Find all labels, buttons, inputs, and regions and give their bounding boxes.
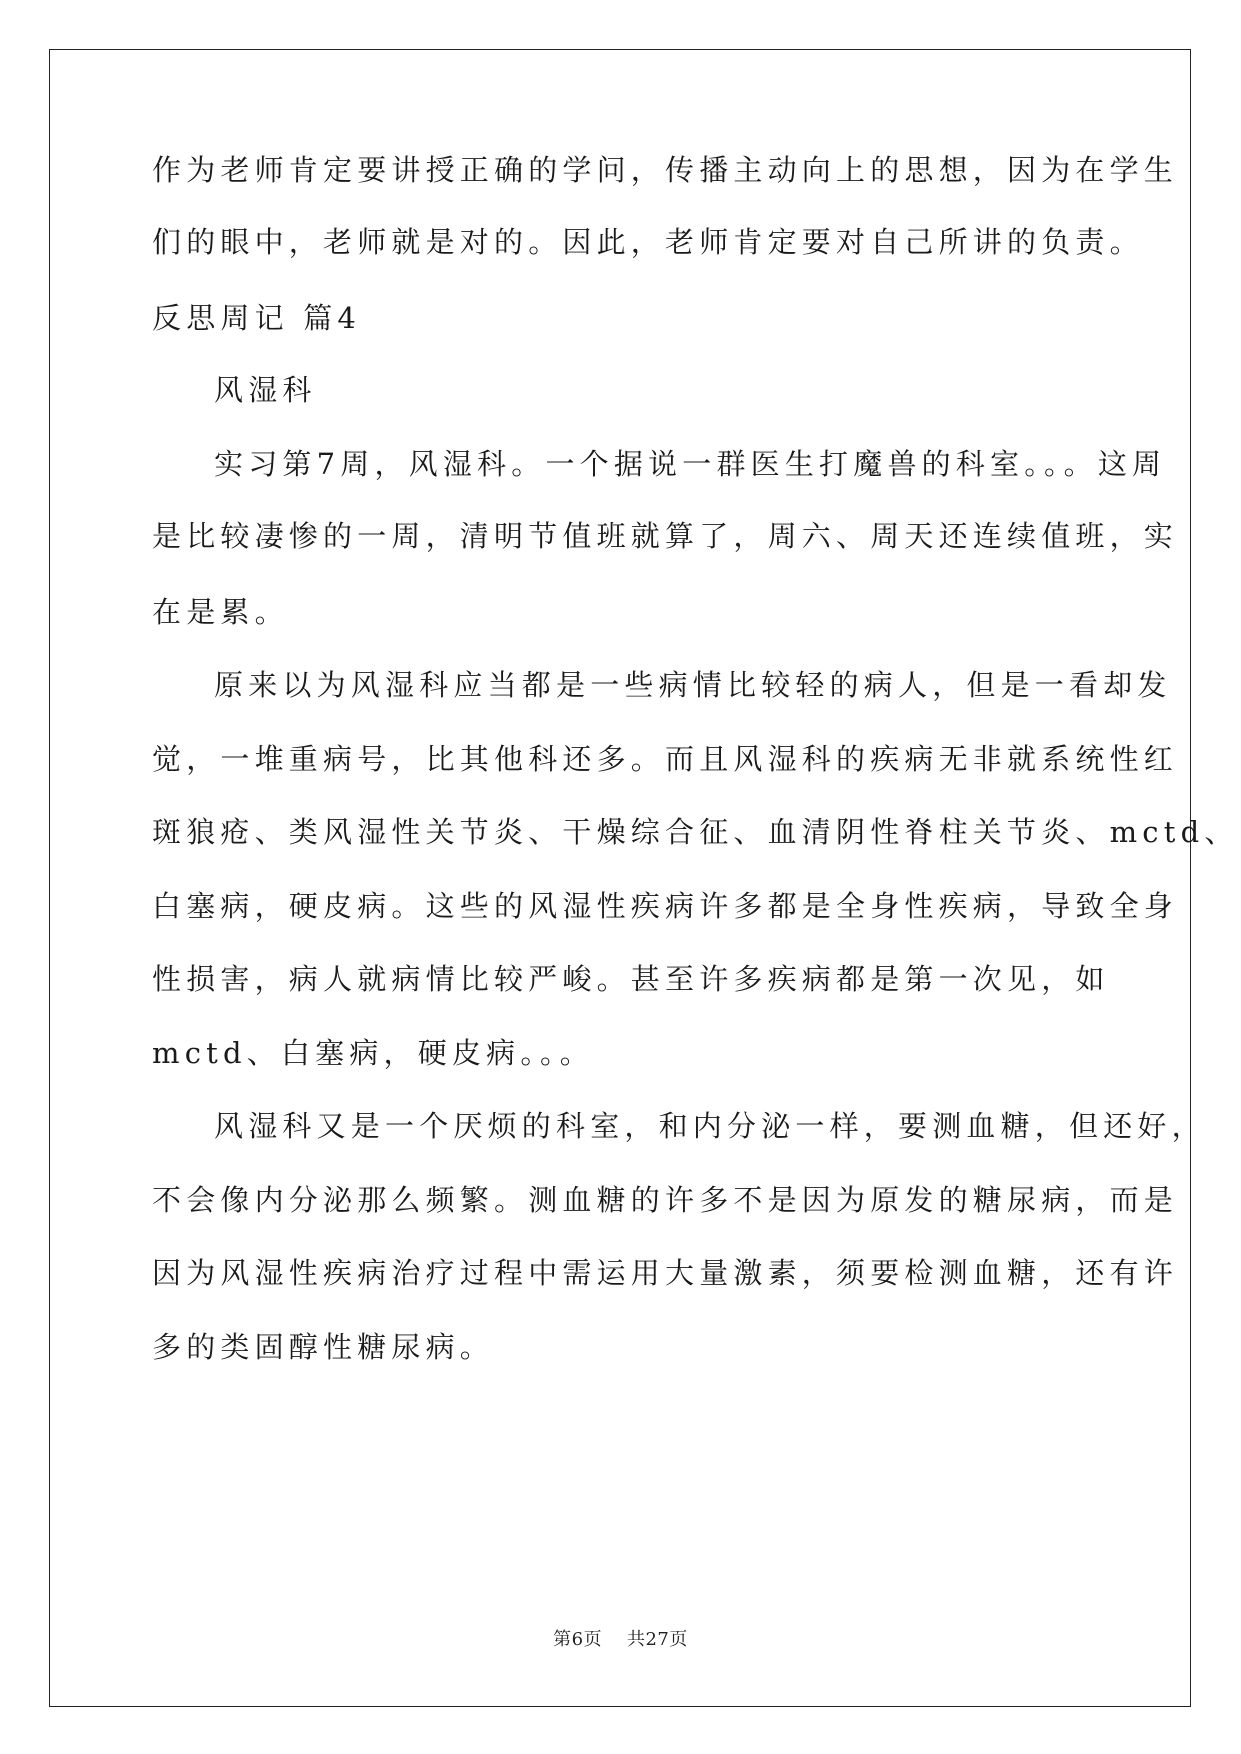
paragraph-line: 白塞病，硬皮病。这些的风湿性疾病许多都是全身性疾病，导致全身: [152, 889, 1179, 923]
paragraph-line: 实习第7周，风湿科。一个据说一群医生打魔兽的科室。。。这周: [214, 447, 1167, 481]
paragraph-line: 风湿科又是一个厌烦的科室，和内分泌一样，要测血糖，但还好，: [214, 1109, 1206, 1143]
subsection-heading: 风湿科: [214, 373, 317, 407]
paragraph-line: 觉，一堆重病号，比其他科还多。而且风湿科的疾病无非就系统性红: [152, 742, 1179, 776]
paragraph-line: 多的类固醇性糖尿病。: [152, 1330, 495, 1364]
section-heading: 反思周记 篇4: [152, 301, 362, 335]
paragraph-line: 是比较凄惨的一周，清明节值班就算了，周六、周天还连续值班，实: [152, 519, 1179, 553]
page-total: 共27页: [626, 1629, 688, 1650]
paragraph-line: 性损害，病人就病情比较严峻。甚至许多疾病都是第一次见，如: [152, 962, 1110, 996]
page-number: 第6页: [553, 1629, 603, 1650]
paragraph-line: 因为风湿性疾病治疗过程中需运用大量激素，须要检测血糖，还有许: [152, 1256, 1179, 1290]
paragraph-line: 在是累。: [152, 595, 289, 629]
paragraph-line: 作为老师肯定要讲授正确的学问，传播主动向上的思想，因为在学生: [152, 153, 1179, 187]
page-footer: [0, 1625, 1241, 1651]
paragraph-line: 们的眼中，老师就是对的。因此，老师肯定要对自己所讲的负责。: [152, 225, 1144, 259]
paragraph-line: 斑狼疮、类风湿性关节炎、干燥综合征、血清阴性脊柱关节炎、mctd、: [152, 815, 1239, 849]
paragraph-line: 原来以为风湿科应当都是一些病情比较轻的病人，但是一看却发: [214, 668, 1172, 702]
paragraph-line: 不会像内分泌那么频繁。测血糖的许多不是因为原发的糖尿病，而是: [152, 1183, 1179, 1217]
paragraph-line: mctd、白塞病，硬皮病。。。: [152, 1036, 594, 1070]
